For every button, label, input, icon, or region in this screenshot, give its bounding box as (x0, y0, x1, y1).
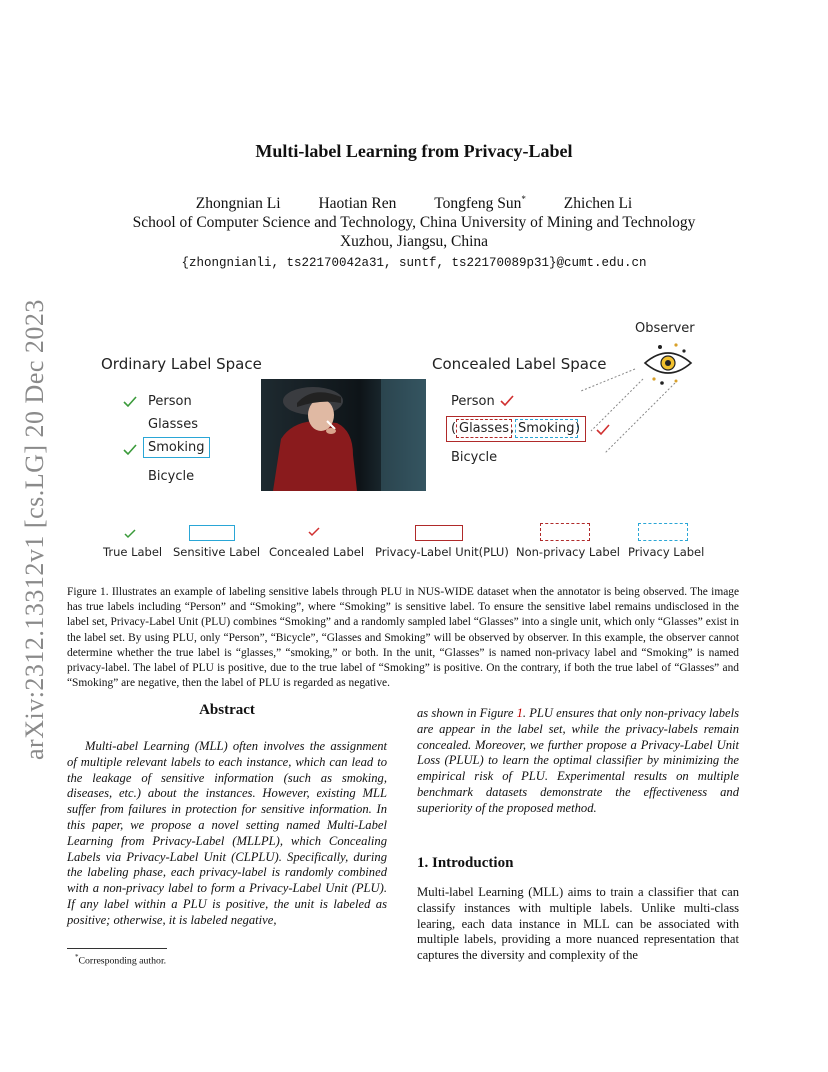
legend-plu: Privacy-Label Unit(PLU) (375, 545, 509, 559)
label-bicycle: Bicycle (148, 469, 195, 484)
author-name: Haotian Ren (318, 195, 397, 213)
legend-concealed-check-icon (307, 526, 321, 538)
true-check-icon (122, 443, 138, 457)
author-name: Zhongnian Li (195, 195, 281, 213)
legend-plu-box (415, 525, 463, 541)
figure-caption (67, 585, 739, 691)
plu-comma: , (510, 421, 515, 436)
concealed-check-icon (595, 423, 611, 437)
plu-open-paren: ( (451, 421, 457, 436)
author-list (0, 194, 828, 213)
introduction-body (417, 885, 739, 964)
author-name: Tongfeng Sun* (434, 194, 526, 213)
author-name: Zhichen Li (563, 195, 633, 213)
footnote-divider (67, 948, 167, 949)
caption-text: Figure 1. Illustrates an example of labeling sensitive labels through PLU in NUS-WIDE dataset when the annotator is being observed. The image has true labels including “Person” and “Smoking”, where “Smoking” is sensitive label. To ensure the sensitive label remains undisclosed in the label set, Privacy-Label Unit (PLU) combines “Smoking” and a randomly sampled label “Glasses” into a single unit, which only “Glasses” exist in the label set. By using PLU, only “Person”, “Bicycle”, “Glasses and Smoking” will be observed by observer. In this example, the observer cannot determine whether the true label is “glasses,” “smoking,” or both. In the unit, “Glasses” is named non-privacy label and “Smoking” is named privacy-label. The label of PLU is positive, due to the true label of “Smoking” is positive. On the contrary, if both the true label of “Glasses” and “Smoking” are negative, then the label of PLU is regarded as negative. (67, 586, 739, 690)
abstract-continuation (417, 706, 739, 817)
label-glasses: Glasses (148, 417, 198, 432)
abstract-text: Multi-abel Learning (MLL) often involves the assignment of multiple relevant labels to each instance, which can lead to the leakage of sensitive information (such as smoking, diseases, etc.) about the instances. However, existing MLL suffer from failures in protection for sensitive information. In this paper, we propose a novel setting named Multi-Label Learning from Privacy-Label (MLLPL), which Concealing Labels via Privacy-Label Unit (CLPLU). Specifically, during the labeling phase, each privacy-label is randomly combined with a non-privacy label to form a Privacy-Label Unit (PLU). If any label within a PLU is positive, the unit is labeled as positive; otherwise, it is labeled negative, (67, 739, 387, 927)
concealed-check-icon (499, 394, 515, 408)
legend-true-check-icon (123, 528, 137, 540)
privacy-label-smoking: Smoking (515, 419, 578, 438)
observation-rays (575, 355, 685, 455)
legend-concealed-label: Concealed Label (269, 545, 365, 559)
non-privacy-label-glasses: Glasses (456, 419, 512, 438)
figure-1-link[interactable]: 1 (516, 706, 523, 720)
privacy-label-unit (446, 416, 586, 442)
dataset-photo (261, 379, 426, 491)
corresponding-mark: * (521, 194, 526, 204)
figure-1 (95, 315, 735, 570)
legend-sensitive-label: Sensitive Label (173, 545, 261, 559)
legend-non-privacy-label: Non-privacy Label (516, 545, 620, 559)
email-list: {zhongnianli, ts22170042a31, suntf, ts22170089p31}@cumt.edu.cn (181, 256, 647, 270)
abstract-heading: Abstract (199, 702, 255, 718)
abstract-cont-pre: as shown in Figure (417, 706, 517, 720)
abstract-body (67, 739, 387, 929)
section-heading-introduction: 1. Introduction (417, 855, 514, 871)
abstract-cont-post: . PLU ensures that only non-privacy labels are appear in the label set, while the privacy-labels remain concealed. Moreover, we further propose a Privacy-Label Unit Loss (PLUL) to learn the optimal classifier by minimizing the empirical risk of PLU. Experimental results on multiple benchmark datasets demonstrate the effectiveness and superiority of the proposed method. (417, 706, 740, 815)
legend-privacy-label: Privacy Label (628, 545, 705, 559)
true-check-icon (122, 395, 138, 409)
plu-close-paren: ) (575, 421, 581, 436)
legend-privacy-box (638, 523, 688, 541)
footnote-mark: * (75, 953, 79, 961)
concealed-bicycle: Bicycle (451, 450, 498, 465)
legend-true-label: True Label (103, 545, 163, 559)
legend-sensitive-box (189, 525, 235, 541)
concealed-space-title: Concealed Label Space (432, 355, 607, 373)
footnote (75, 953, 166, 966)
label-smoking-sensitive: Smoking (143, 437, 210, 458)
arxiv-identifier: arXiv:2312.13312v1 [cs.LG] 20 Dec 2023 (20, 299, 49, 760)
ordinary-space-title: Ordinary Label Space (101, 355, 262, 373)
location: Xuzhou, Jiangsu, China (339, 233, 489, 250)
label-person: Person (148, 394, 192, 409)
abstract-continuation-text (417, 706, 739, 817)
legend-non-privacy-box (540, 523, 590, 541)
observer-label: Observer (635, 321, 695, 336)
introduction-text: Multi-label Learning (MLL) aims to train a classifier that can classify instances with multiple labels. Unlike multi-class learing, each data instance in MLL can be associated with multiple labels, providing a more nuanced representation that captures the diversity and complexity of the (417, 885, 739, 963)
affiliation: School of Computer Science and Technology, China University of Mining and Technology (132, 214, 696, 231)
concealed-person: Person (451, 394, 495, 409)
paper-title: Multi-label Learning from Privacy-Label (255, 141, 573, 161)
footnote-text: Corresponding author. (78, 955, 167, 967)
